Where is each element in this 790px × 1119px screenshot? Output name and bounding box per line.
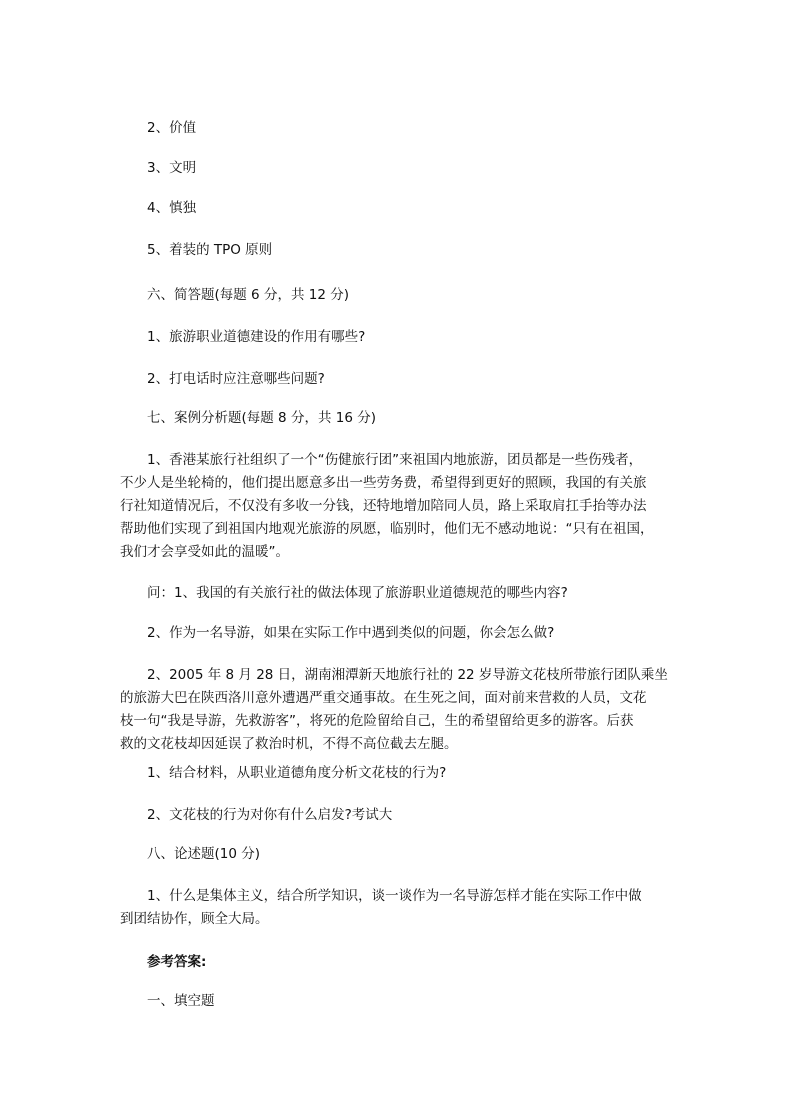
text-line: 枝一句“我是导游，先救游客”，将死的危险留给自己，生的希望留给更多的游客。后获 <box>120 713 634 729</box>
text-line: 七、案例分析题(每题 8 分，共 16 分) <box>147 410 376 426</box>
paragraph <box>120 804 680 827</box>
text-line: 2、2005 年 8 月 28 日，湖南湘潭新天地旅行社的 22 岁导游文花枝所带旅行团队乘坐 <box>147 667 668 683</box>
text-line: 参考答案: <box>147 954 207 970</box>
text-line: 不少人是坐轮椅的，他们提出愿意多出一些劳务费，希望得到更好的照顾，我国的有关旅 <box>120 475 647 491</box>
text-line: 4、慎独 <box>147 200 197 216</box>
text-line: 3、文明 <box>147 160 197 176</box>
paragraph <box>120 239 680 262</box>
paragraph <box>120 449 680 564</box>
paragraph <box>120 197 680 220</box>
paragraph <box>120 843 680 866</box>
text-line: 1、香港某旅行社组织了一个“伤健旅行团”来祖国内地旅游，团员都是一些伤残者， <box>147 452 643 468</box>
text-line: 2、文花枝的行为对你有什么启发?考试大 <box>147 807 393 823</box>
text-line: 1、结合材料，从职业道德角度分析文花枝的行为? <box>147 765 447 781</box>
paragraph <box>120 885 680 931</box>
text-line: 问：1、我国的有关旅行社的做法体现了旅游职业道德规范的哪些内容? <box>147 585 568 601</box>
text-line: 救的文花枝却因延误了救治时机，不得不高位截去左腿。 <box>120 736 458 752</box>
paragraph <box>120 157 680 180</box>
paragraph <box>120 582 680 605</box>
paragraph <box>120 664 680 756</box>
text-line: 2、价值 <box>147 120 197 136</box>
text-line: 1、旅游职业道德建设的作用有哪些? <box>147 329 366 345</box>
paragraph <box>120 407 680 430</box>
paragraph <box>120 762 680 785</box>
text-line: 2、打电话时应注意哪些问题? <box>147 371 325 387</box>
paragraph <box>120 622 680 645</box>
text-line: 我们才会享受如此的温暖”。 <box>120 544 289 560</box>
paragraph <box>120 951 680 974</box>
text-line: 5、着装的 TPO 原则 <box>147 242 273 258</box>
paragraph <box>120 990 680 1013</box>
text-line: 行社知道情况后，不仅没有多收一分钱，还特地增加陪同人员，路上采取肩扛手抬等办法 <box>120 498 647 514</box>
paragraph <box>120 117 680 140</box>
text-line: 1、什么是集体主义，结合所学知识，谈一谈作为一名导游怎样才能在实际工作中做 <box>147 888 642 904</box>
paragraph <box>120 326 680 349</box>
text-line: 到团结协作，顾全大局。 <box>120 911 269 927</box>
paragraph <box>120 284 680 307</box>
text-line: 帮助他们实现了到祖国内地观光旅游的夙愿，临别时，他们无不感动地说：“只有在祖国， <box>120 521 654 537</box>
text-line: 2、作为一名导游，如果在实际工作中遇到类似的问题，你会怎么做? <box>147 625 555 641</box>
text-line: 六、简答题(每题 6 分，共 12 分) <box>147 287 349 303</box>
text-line: 八、论述题(10 分) <box>147 846 261 862</box>
paragraph <box>120 368 680 391</box>
text-line: 一、填空题 <box>147 993 215 1009</box>
text-line: 的旅游大巴在陕西洛川意外遭遇严重交通事故。在生死之间，面对前来营救的人员，文花 <box>120 690 647 706</box>
